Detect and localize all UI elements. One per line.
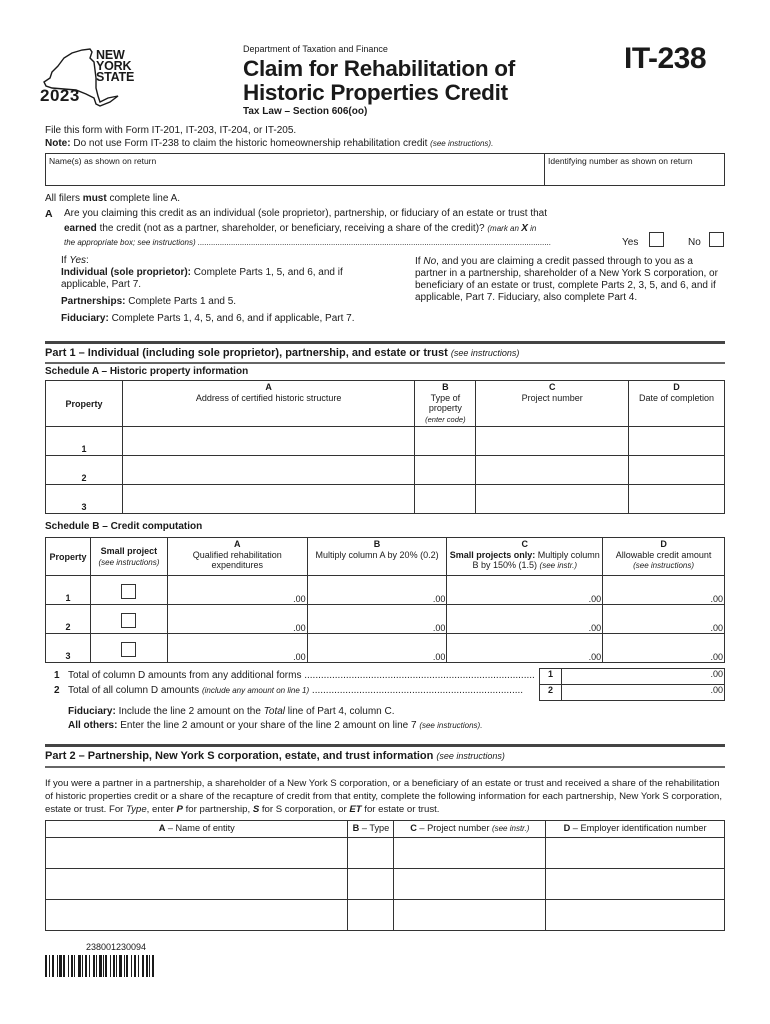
- address-input[interactable]: [122, 485, 414, 514]
- line-1-box-label: 1: [540, 669, 562, 685]
- table-row: [46, 485, 725, 514]
- individual-instruction: [61, 267, 391, 291]
- col-b-type: [415, 381, 476, 427]
- text-italic: (mark an: [487, 224, 522, 233]
- note-label: Note:: [45, 138, 71, 149]
- text: All filers: [45, 193, 83, 204]
- schedule-a-table: [45, 380, 725, 514]
- tax-year: 2023: [40, 86, 80, 105]
- text-bold: All others:: [68, 720, 118, 731]
- part2-title: [45, 750, 505, 762]
- completion-date-input[interactable]: [629, 485, 725, 514]
- line-2-text: [68, 685, 536, 696]
- table-row: [46, 576, 725, 605]
- small-project-checkbox[interactable]: [121, 584, 136, 599]
- identifying-number-field[interactable]: [545, 154, 724, 185]
- logo-line: YORK: [96, 59, 132, 73]
- text-bold: Partnerships:: [61, 296, 126, 307]
- col-b-type: [348, 821, 394, 838]
- col-letter: A: [265, 382, 272, 392]
- col-label: Type of property: [428, 392, 462, 413]
- col-label: Date of completion: [639, 392, 715, 403]
- col-letter: C: [410, 823, 417, 833]
- part2-intro-text: [45, 777, 725, 816]
- text: the credit (not as a partner, shareholder, or beneficiary, receiving a share of the credit)?: [96, 223, 488, 234]
- all-others-instruction: [68, 720, 482, 731]
- col-a-entity-name: [46, 821, 348, 838]
- entity-type-input[interactable]: [348, 837, 394, 868]
- text: If: [415, 256, 424, 267]
- barcode-number: 238001230094: [86, 942, 147, 952]
- form-number: IT-238: [624, 42, 707, 75]
- part1-title: [45, 347, 519, 359]
- col-label-bold: Small projects only:: [449, 549, 536, 560]
- col-label: Small project: [100, 546, 158, 556]
- line-1-amount[interactable]: .00: [562, 669, 725, 685]
- property-number: 1: [46, 427, 123, 456]
- if-yes-instructions: [61, 255, 391, 330]
- part1-top-rule: [45, 341, 725, 344]
- if-yes-heading: [61, 255, 391, 267]
- text: If you were a partner in a partnership, a shareholder of a New York S corporation, or a beneficiary of an estate or trust and received a share of the rehabilitation of historic properties credit or a share of the recapture of credit from that entity, complete the following information for each partnership, New York S corporation, estate or trust. For: [45, 778, 723, 815]
- text: Total of all column D amounts: [68, 685, 202, 696]
- text-bold: S: [252, 804, 260, 815]
- col-c-project-number: [394, 821, 546, 838]
- text-bold: Fiduciary:: [61, 313, 109, 324]
- entity-table: [45, 820, 725, 931]
- text-italic: (include any amount on line 1): [201, 686, 310, 695]
- col-label: Multiply column B by 150% (1.5): [472, 549, 600, 570]
- property-number: 1: [46, 576, 91, 605]
- col-label: Multiply column A by 20% (0.2): [315, 549, 439, 560]
- form-title: [243, 57, 515, 105]
- col-note: (see instructions): [98, 557, 160, 567]
- title-line-1: Claim for Rehabilitation of: [243, 56, 515, 81]
- note-text: [45, 138, 493, 149]
- text-italic: Type: [126, 804, 147, 815]
- property-number: 2: [46, 605, 91, 634]
- table-row: [46, 605, 725, 634]
- property-number: 3: [46, 634, 91, 663]
- col-label: Allowable credit amount: [615, 549, 712, 560]
- nys-logo: [38, 44, 148, 110]
- text: If: [61, 255, 70, 266]
- part1-bottom-rule: [45, 362, 725, 364]
- text-x: X: [521, 223, 528, 234]
- completion-date-input[interactable]: [629, 427, 725, 456]
- table-row: [46, 634, 725, 663]
- table-row: [46, 899, 725, 930]
- entity-project-input[interactable]: [394, 868, 546, 899]
- col-c-amount[interactable]: .00: [447, 576, 603, 605]
- line-a-question-3: the appropriate box; see instructions) ...............................................................................................................................................................: [64, 238, 552, 247]
- col-label: Project number: [521, 392, 583, 403]
- col-b-amount[interactable]: .00: [307, 634, 447, 663]
- col-b-multiply: [307, 538, 447, 576]
- col-label: – Name of entity: [165, 823, 235, 833]
- name-id-box: [45, 153, 725, 186]
- col-label: Qualified rehabilitation expenditures: [192, 549, 282, 570]
- text: Enter the line 2 amount or your share of the line 2 amount on line 7: [117, 720, 420, 731]
- entity-ein-input[interactable]: [546, 837, 725, 868]
- text-bold: Fiduciary:: [68, 706, 116, 717]
- id-label: Identifying number as shown on return: [548, 156, 693, 166]
- file-with-text: File this form with Form IT-201, IT-203, IT-204, or IT-205.: [45, 125, 297, 136]
- entity-name-input[interactable]: [46, 868, 348, 899]
- barcode-icon: [45, 955, 195, 977]
- department-name: Department of Taxation and Finance: [243, 44, 388, 54]
- col-letter: B: [442, 382, 449, 392]
- title-line-2: Historic Properties Credit: [243, 80, 508, 105]
- small-project-checkbox[interactable]: [121, 642, 136, 657]
- col-d-ein: [546, 821, 725, 838]
- col-a-address: [122, 381, 414, 427]
- text-bold: Individual (sole proprietor):: [61, 267, 192, 278]
- entity-type-input[interactable]: [348, 899, 394, 930]
- entity-ein-input[interactable]: [546, 899, 725, 930]
- table-row: [46, 868, 725, 899]
- if-no-instructions: [415, 256, 725, 304]
- col-d-amount[interactable]: .00: [603, 576, 725, 605]
- col-d-amount[interactable]: .00: [603, 634, 725, 663]
- leader-dots: ............................................................................: [309, 685, 524, 696]
- yes-checkbox[interactable]: [649, 232, 664, 247]
- yes-label: Yes: [622, 237, 639, 248]
- schedule-b-title: Schedule B – Credit computation: [45, 521, 203, 532]
- part2-top-rule: [45, 744, 725, 747]
- col-d-amount[interactable]: .00: [603, 605, 725, 634]
- text: for partnership,: [182, 804, 253, 815]
- text: , enter: [146, 804, 177, 815]
- entity-name-input[interactable]: [46, 837, 348, 868]
- part2-bottom-rule: [45, 766, 725, 768]
- line-a-letter: A: [45, 208, 53, 220]
- project-number-input[interactable]: [476, 427, 629, 456]
- name-field[interactable]: [46, 154, 545, 185]
- col-b-amount[interactable]: .00: [307, 605, 447, 634]
- small-project-checkbox[interactable]: [121, 613, 136, 628]
- line-1-number: 1: [54, 670, 60, 681]
- completion-date-input[interactable]: [629, 456, 725, 485]
- project-number-input[interactable]: [476, 456, 629, 485]
- logo-state-name: [96, 50, 134, 83]
- text: Part 1 – Individual (including sole proprietor), partnership, and estate or trust: [45, 347, 451, 359]
- totals-box: [539, 668, 725, 701]
- text-italic: Yes: [69, 255, 87, 266]
- leader-dots: ...................................................................................: [304, 670, 535, 681]
- col-letter: C: [548, 382, 556, 392]
- expenditures-input[interactable]: .00: [167, 576, 307, 605]
- col-letter: B: [373, 539, 381, 549]
- col-label: – Employer identification number: [570, 823, 707, 833]
- col-a-expenditures: [167, 538, 307, 576]
- text: Complete Parts 1 and 5.: [125, 296, 237, 307]
- col-c-amount[interactable]: .00: [447, 634, 603, 663]
- schedule-b-table: [45, 537, 725, 663]
- type-input[interactable]: [415, 456, 476, 485]
- property-number: 3: [46, 485, 123, 514]
- logo-line: STATE: [96, 70, 135, 84]
- text-italic: in: [527, 224, 537, 233]
- col-letter: A: [234, 539, 241, 549]
- schedule-a-title: Schedule A – Historic property information: [45, 366, 249, 377]
- col-letter: D: [563, 823, 571, 833]
- text: Total of column D amounts from any additional forms: [68, 670, 305, 681]
- col-letter: D: [660, 539, 667, 549]
- total-row-1: [540, 669, 725, 685]
- col-c-small-projects: [447, 538, 603, 576]
- col-label: Address of certified historic structure: [195, 392, 342, 403]
- tax-law-section: Tax Law – Section 606(oo): [243, 106, 368, 117]
- text-italic: (see instructions).: [419, 721, 483, 730]
- expenditures-input[interactable]: .00: [167, 634, 307, 663]
- partnerships-instruction: [61, 296, 391, 308]
- col-note: (see instr.): [539, 561, 578, 570]
- col-note: (see instructions): [633, 561, 695, 570]
- col-property: Property: [46, 381, 123, 427]
- col-letter: C: [521, 539, 529, 549]
- text-bold: earned: [64, 223, 97, 234]
- col-letter: B: [352, 823, 360, 833]
- table-row: [46, 427, 725, 456]
- note-see-instructions: (see instructions).: [430, 139, 494, 148]
- text-bold: must: [82, 193, 107, 204]
- line-2-number: 2: [54, 685, 60, 696]
- type-input[interactable]: [415, 485, 476, 514]
- entity-ein-input[interactable]: [546, 868, 725, 899]
- text: Include the line 2 amount on the: [115, 706, 264, 717]
- line-a-question-2: [64, 223, 536, 234]
- col-letter: D: [673, 382, 680, 392]
- text-bold: ET: [349, 804, 362, 815]
- project-number-input[interactable]: [476, 485, 629, 514]
- text-italic: No: [423, 256, 437, 267]
- col-property: Property: [46, 538, 91, 576]
- line-2-amount[interactable]: .00: [562, 685, 725, 701]
- logo-line: NEW: [96, 48, 125, 62]
- col-c-amount[interactable]: .00: [447, 605, 603, 634]
- col-d-date: [629, 381, 725, 427]
- text: , and you are claiming a credit passed through to you as a partner in a partnership, shareholder of a New York S corporation, or beneficiary of an estate or trust, complete Parts 2, 3, 5, and 6, and if applicable, Part 7. Fiduciary, also complete Part 4.: [415, 256, 718, 303]
- note-body: Do not use Form IT-238 to claim the historic homeownership rehabilitation credit: [70, 138, 431, 149]
- col-small-project: [90, 538, 167, 576]
- expenditures-input[interactable]: .00: [167, 605, 307, 634]
- col-c-project: [476, 381, 629, 427]
- col-d-allowable: [603, 538, 725, 576]
- table-row: [46, 456, 725, 485]
- text: line of Part 4, column C.: [285, 706, 395, 717]
- type-input[interactable]: [415, 427, 476, 456]
- col-note: (enter code): [425, 414, 466, 424]
- line-2-box-label: 2: [540, 685, 562, 701]
- entity-project-input[interactable]: [394, 837, 546, 868]
- text: Complete Parts 1, 5, and 6, and if applicable, Part 7.: [61, 267, 343, 290]
- table-row: [46, 837, 725, 868]
- no-checkbox[interactable]: [709, 232, 724, 247]
- text-italic: (see instructions): [436, 751, 505, 761]
- text: Part 2 – Partnership, New York S corporation, estate, and trust information: [45, 750, 437, 762]
- small-project-cell: [90, 576, 167, 605]
- text-italic: Total: [263, 706, 286, 717]
- small-project-cell: [90, 634, 167, 663]
- text-italic: (see instructions): [450, 348, 520, 358]
- entity-name-input[interactable]: [46, 899, 348, 930]
- col-label: – Type: [359, 823, 390, 833]
- text-bold: P: [176, 804, 183, 815]
- small-project-cell: [90, 605, 167, 634]
- col-letter: A: [158, 823, 166, 833]
- total-row-2: [540, 685, 725, 701]
- line-1-text: [68, 670, 536, 681]
- entity-type-input[interactable]: [348, 868, 394, 899]
- col-label: – Project number: [416, 823, 492, 833]
- property-number: 2: [46, 456, 123, 485]
- no-label: No: [688, 237, 701, 248]
- all-filers-instruction: [45, 193, 180, 204]
- fiduciary-instruction: [68, 706, 395, 717]
- entity-project-input[interactable]: [394, 899, 546, 930]
- text: Complete Parts 1, 4, 5, and 6, and if applicable, Part 7.: [108, 313, 355, 324]
- fiduciary-instruction: [61, 313, 391, 325]
- col-note: (see instr.): [491, 824, 530, 833]
- text: for estate or trust.: [361, 804, 440, 815]
- text: for S corporation, or: [259, 804, 350, 815]
- address-input[interactable]: [122, 427, 414, 456]
- name-label: Name(s) as shown on return: [49, 156, 157, 166]
- text: :: [86, 255, 89, 266]
- address-input[interactable]: [122, 456, 414, 485]
- col-b-amount[interactable]: .00: [307, 576, 447, 605]
- text: complete line A.: [106, 193, 181, 204]
- line-a-question-1: Are you claiming this credit as an individual (sole proprietor), partnership, or fiduciary of an estate or trust that: [64, 208, 548, 219]
